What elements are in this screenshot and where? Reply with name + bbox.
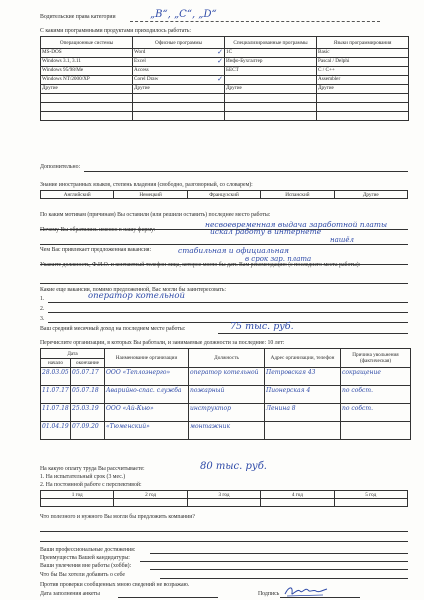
- choose-answer-2: нашёл: [330, 236, 355, 244]
- office-excel: Excel: [134, 58, 146, 64]
- vacancy-2-line: [48, 312, 408, 313]
- lang-other: Другие: [317, 85, 409, 94]
- row-2-org: Аварийно-спас. служба: [105, 386, 189, 404]
- achievements-pro: Ваши профессиональные достижения:: [40, 547, 136, 553]
- leave-answer: несвоевременная выдача заработной платы: [205, 220, 388, 229]
- income-value: 75 тыс. руб.: [230, 321, 294, 332]
- row-3-org: ООО «Ай-Кью»: [105, 404, 189, 422]
- reference-question: Укажите должность, Ф.И.О. и контактный телефон лица, которое могло бы дать Вам рекомендацию (с последнего места работы):: [40, 262, 361, 268]
- achievements-hobby: Ваши увлечения вне работы (хобби):: [40, 563, 132, 569]
- achievements-advantages: Преимущества Вашей кандидатуры:: [40, 555, 130, 561]
- os-win31: Windows 3.1, 3.11: [41, 58, 133, 67]
- special-best: БЕСТ: [225, 67, 317, 76]
- salary-question: На какую оплату труда Вы рассчитываете:: [40, 466, 145, 472]
- vacancy-1-num: 1.: [40, 296, 45, 302]
- row-2-start: 11.07.17: [41, 386, 71, 404]
- office-word-check: ✓: [217, 48, 223, 56]
- attract-answer-2: в срок зар. плата: [245, 255, 312, 263]
- row-1-end: 05.07.17: [71, 368, 105, 386]
- lang-c: C / C++: [317, 67, 409, 76]
- row-4-address: [265, 422, 341, 440]
- row-3-position: инструктор: [189, 404, 265, 422]
- history-header-start: начало: [41, 359, 71, 368]
- lang-header-french: Французский: [187, 191, 260, 199]
- vacancy-2-num: 2.: [40, 306, 45, 312]
- year-1: 1 год: [41, 491, 114, 499]
- software-header-lang: Языки программирования: [317, 37, 409, 49]
- lang-pascal: Pascal / Delphi: [317, 58, 409, 67]
- row-2-end: 05.07.18: [71, 386, 105, 404]
- add-more-line: [160, 578, 408, 579]
- row-3-end: 25.03.19: [71, 404, 105, 422]
- office-cell: [133, 49, 225, 58]
- attract-answer: стабильная и официальная: [178, 246, 290, 255]
- row-4-end: 07.09.20: [71, 422, 105, 440]
- office-cell: [133, 58, 225, 67]
- software-header-special: Специализированные программы: [225, 37, 317, 49]
- add-more-label: Что бы Вы хотели добавить о себе: [40, 572, 125, 578]
- income-line: [218, 333, 408, 334]
- salary-value: 80 тыс. руб.: [200, 461, 267, 472]
- row-3-address: Ленина 8: [265, 404, 341, 422]
- special-other: Другие: [225, 85, 317, 94]
- row-1-start: 28.03.05: [41, 368, 71, 386]
- row-3-reason: по собст.: [341, 404, 411, 422]
- languages-table: [40, 190, 408, 199]
- row-2-position: пожарный: [189, 386, 265, 404]
- additional-label: Дополнительно:: [40, 164, 81, 170]
- software-table: [40, 36, 409, 121]
- salary-years-table: [40, 490, 408, 507]
- office-corel-check: ✓: [217, 75, 223, 83]
- lang-header-other: Другие: [334, 191, 407, 199]
- year-2: 2 год: [114, 491, 187, 499]
- special-1c: 1С: [225, 49, 317, 58]
- signature-label: Подпись: [258, 591, 280, 597]
- reference-line: [40, 283, 408, 284]
- income-label: Ваш средний месячный доход на последнем месте работы:: [40, 326, 186, 332]
- os-winnt: Windows NT/2000/XP: [41, 76, 133, 85]
- history-header-address: Адрес организации, телефон: [265, 349, 341, 368]
- office-other: Другие: [133, 85, 225, 94]
- license-line: [130, 21, 380, 22]
- special-infobuh: Инфо-Бухгалтер: [225, 58, 317, 67]
- table-row: [41, 422, 411, 440]
- history-table: [40, 348, 411, 440]
- history-header-date: Дата: [41, 349, 105, 359]
- row-1-reason: сокращение: [341, 368, 411, 386]
- signature-image: [283, 584, 331, 598]
- license-category-label: Водительские права категории: [40, 14, 116, 20]
- languages-question: Знание иностранных языков, степень владения (свободно, разговорный, со словарем):: [40, 182, 253, 188]
- lang-header-spanish: Испанский: [261, 191, 334, 199]
- row-1-org: ООО «Теплоэнерго»: [105, 368, 189, 386]
- choose-answer: искал работу в интернете: [210, 227, 322, 236]
- row-4-position: монтажник: [189, 422, 265, 440]
- attract-question: Чем Вас привлекает предложенная вакансия:: [40, 247, 152, 253]
- office-cell: [133, 76, 225, 85]
- vacancy-3-line: [48, 322, 408, 323]
- proposals-line-2: [40, 541, 408, 542]
- history-question: Перечислите организации, в которых Вы работали, и занимаемые должности за последние: 10 лет:: [40, 340, 285, 346]
- table-row: [41, 386, 411, 404]
- vacancy-1-answer: оператор котельной: [88, 291, 185, 301]
- proposals-question: Что полезного и нужного Вы могли бы предложить компании?: [40, 514, 195, 520]
- office-corel: Corel Draw: [134, 76, 159, 82]
- software-header-office: Офисные программы: [133, 37, 225, 49]
- software-header-os: Операционные системы: [41, 37, 133, 49]
- row-1-address: Петровская 43: [265, 368, 341, 386]
- history-header-reason: Причина увольнения (фактическая): [341, 349, 411, 368]
- vacancy-3-num: 3.: [40, 316, 45, 322]
- date-line: [118, 597, 218, 598]
- license-categories-value: „В“, „С“, „D“: [150, 9, 217, 20]
- row-1-position: оператор котельной: [189, 368, 265, 386]
- office-access: Access: [133, 67, 225, 76]
- consent-text: Против проверки сообщенных мною сведений не возражаю.: [40, 582, 190, 588]
- salary-trial: 1. На испытательный срок (3 мес.): [40, 474, 126, 480]
- lang-header-german: Немецкий: [114, 191, 187, 199]
- row-4-org: «Тюменский»: [105, 422, 189, 440]
- leave-question: По каким мотивам (причинам) Вы оставили (или решили оставить) последнее место работы:: [40, 212, 271, 218]
- history-header-end: окончание: [71, 359, 105, 368]
- office-word: Word: [134, 49, 146, 55]
- row-3-start: 11.07.18: [41, 404, 71, 422]
- achievements-pro-line: [150, 553, 408, 554]
- special-empty: [225, 76, 317, 85]
- row-4-start: 01.04.19: [41, 422, 71, 440]
- row-2-address: Пионерская 4: [265, 386, 341, 404]
- history-header-org: Наименование организации: [105, 349, 189, 368]
- proposals-line-1: [40, 531, 408, 532]
- year-4: 4 год: [261, 491, 334, 499]
- history-header-position: Должность: [189, 349, 265, 368]
- achievements-hobby-line: [150, 569, 408, 570]
- lang-asm: Assembler: [317, 76, 409, 85]
- signature-line: [280, 597, 360, 598]
- achievements-advantages-line: [140, 561, 408, 562]
- vacancy-1-line: [48, 302, 408, 303]
- choose-question: Почему Вы обратились именно в нашу фирму:: [40, 227, 156, 233]
- os-msdos: MS-DOS: [41, 49, 133, 58]
- additional-line: [84, 171, 408, 172]
- row-4-reason: [341, 422, 411, 440]
- lang-header-english: Английский: [41, 191, 114, 199]
- office-excel-check: ✓: [217, 57, 223, 65]
- date-label: Дата заполнения анкеты: [40, 591, 100, 597]
- software-question: С какими программными продуктами приходилось работать:: [40, 28, 191, 34]
- salary-permanent: 2. На постоянной работе с перспективой:: [40, 482, 142, 488]
- os-win95: Windows 95/98/Me: [41, 67, 133, 76]
- table-row: [41, 404, 411, 422]
- lang-basic: Basic: [317, 49, 409, 58]
- year-5: 5 год: [334, 491, 407, 499]
- year-3: 3 год: [187, 491, 260, 499]
- vacancies-question: Какие еще вакансии, помимо предложенной, Вас могли бы заинтересовать:: [40, 287, 227, 293]
- table-row: [41, 368, 411, 386]
- os-other: Другие: [41, 85, 133, 94]
- choose-line: [40, 244, 408, 245]
- row-2-reason: по собст.: [341, 386, 411, 404]
